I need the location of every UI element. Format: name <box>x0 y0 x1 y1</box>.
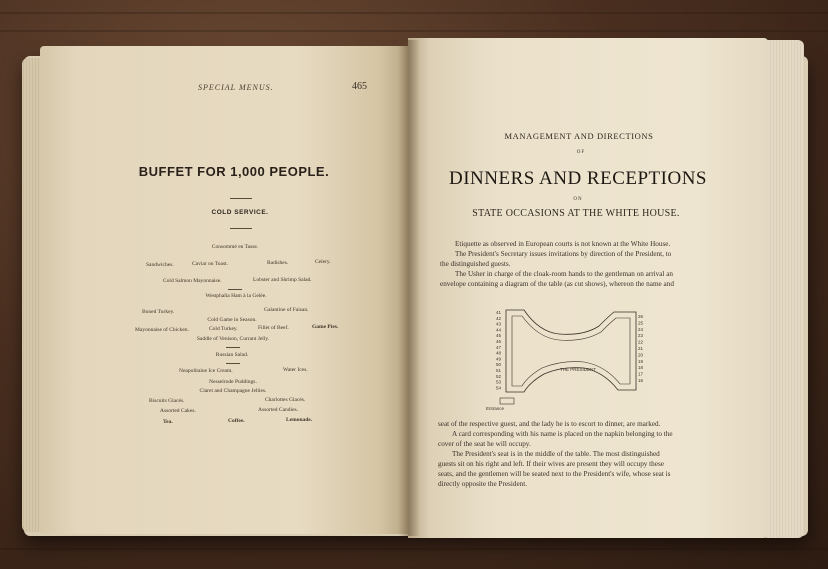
page-edges-right <box>766 40 804 538</box>
entrance-door <box>500 398 514 404</box>
seat-number: 25 <box>638 320 644 326</box>
seat-number: 44 <box>496 327 502 333</box>
menu-item: Water Ices. <box>283 367 308 373</box>
paragraph-line: the distinguished guests. <box>440 260 511 268</box>
seat-number: 16 <box>638 378 644 383</box>
menu-item: Claret and Champagne Jellies. <box>199 388 267 394</box>
paragraph-line: directly opposite the President. <box>438 480 528 488</box>
paragraph-line: seat of the respective guest, and the lady he is to escort to dinner, are marked. <box>438 420 661 428</box>
seat-number: 46 <box>496 339 502 344</box>
paragraph-line: The Usher in charge of the cloak-room hands to the gentleman on arrival an <box>455 270 674 278</box>
paragraph-line: A card corresponding with his name is placed on the napkin belonging to the <box>452 430 673 438</box>
president-label: THE PRESIDENT <box>560 367 597 372</box>
menu-item: Game Pies. <box>312 324 339 330</box>
seat-number: 43 <box>496 321 502 327</box>
menu-item: Nesselrode Puddings. <box>209 379 257 385</box>
menu-item: Cold Salmon Mayonnaise. <box>163 278 222 284</box>
divider <box>226 347 240 348</box>
heading-state-occasions: STATE OCCASIONS AT THE WHITE HOUSE. <box>472 208 680 219</box>
menu-item: Coffee. <box>228 418 245 424</box>
table-inner <box>512 316 630 386</box>
seat-number: 54 <box>496 385 502 391</box>
buffet-title: BUFFET FOR 1,000 PEOPLE. <box>138 164 330 179</box>
seat-number: 47 <box>496 344 502 350</box>
paragraph-line: The President's Secretary issues invitations by direction of the President, to <box>455 250 672 258</box>
paragraph-line: seats, and the gentlemen will be seated next to the President's wife, whose seat is <box>438 470 671 478</box>
paragraph-line: envelope containing a diagram of the table (as cut shows), whereon the name and <box>440 280 674 288</box>
divider <box>230 228 252 229</box>
menu-item: Boned Turkey. <box>142 309 175 315</box>
page-number: 465 <box>352 81 367 92</box>
menu-item: Sandwiches. <box>146 262 174 268</box>
seat-number: 45 <box>496 333 502 339</box>
left-page <box>40 46 408 534</box>
section-heading: COLD SERVICE. <box>211 209 269 216</box>
seat-number: 26 <box>638 314 644 319</box>
menu-item: Galantine of Faisan. <box>264 307 309 313</box>
seat-number: 24 <box>638 326 644 332</box>
menu-item: Radishes. <box>267 260 289 266</box>
heading-of: OF <box>576 150 586 155</box>
menu-item: Russian Salad. <box>215 352 249 358</box>
paragraph-line: guests sit on his right and left. If their wives are present they will occupy these <box>438 460 664 468</box>
divider <box>226 363 240 364</box>
seat-number: 51 <box>496 368 502 373</box>
seat-number: 52 <box>496 373 502 379</box>
menu-item: Lobster and Shrimp Salad. <box>253 277 312 283</box>
paragraph-line: cover of the seat he will occupy. <box>438 440 531 448</box>
seat-number: 20 <box>638 352 644 358</box>
seat-numbers-right <box>638 314 644 383</box>
heading-dinners: DINNERS AND RECEPTIONS <box>448 168 708 189</box>
divider <box>228 289 242 290</box>
seat-number: 19 <box>638 358 644 364</box>
menu-item: Assorted Cakes. <box>160 408 196 414</box>
wood-grain <box>0 548 828 550</box>
seat-number: 53 <box>496 379 502 385</box>
menu-item: Cold Turkey. <box>209 326 238 332</box>
table-seating-diagram <box>484 292 644 417</box>
seat-number: 18 <box>638 365 644 371</box>
menu-item: Celery. <box>315 259 331 265</box>
seat-number: 17 <box>638 371 644 377</box>
menu-item: Saddle of Venison, Currant Jelly. <box>196 336 270 342</box>
menu-item: Lemonade. <box>286 417 313 423</box>
running-head: SPECIAL MENUS. <box>198 83 274 92</box>
menu-item: Neapolitaine Ice Cream. <box>179 368 233 374</box>
heading-on: ON <box>573 197 583 202</box>
menu-item: Fillet of Beef. <box>258 325 289 331</box>
heading-management: MANAGEMENT AND DIRECTIONS <box>504 131 654 141</box>
menu-item: Biscuits Glacés. <box>149 398 185 404</box>
wood-grain <box>0 30 828 32</box>
menu-item: Caviar on Toast. <box>192 261 229 267</box>
menu-item: Charlottes Glacés. <box>265 397 306 403</box>
menu-item: Westphalia Ham à la Gelée. <box>205 293 267 299</box>
menu-item: Tea. <box>163 419 173 425</box>
menu-item: Consommé en Tasse. <box>211 244 259 250</box>
seat-number: 48 <box>496 350 502 356</box>
seat-numbers-left <box>496 310 502 390</box>
seat-number: 21 <box>638 346 644 351</box>
seat-number: 50 <box>496 362 502 368</box>
divider <box>230 198 252 199</box>
book-gutter <box>398 40 420 536</box>
seat-number: 49 <box>496 356 502 362</box>
paragraph-line: The President's seat is in the middle of the table. The most distinguished <box>452 450 660 458</box>
entrance-label: Entrance <box>486 406 505 411</box>
menu-item: Assorted Candies. <box>258 407 299 413</box>
seat-number: 23 <box>638 333 644 339</box>
seat-number: 41 <box>496 310 502 315</box>
menu-item: Mayonnaise of Chicken. <box>135 327 189 333</box>
wood-grain <box>0 12 828 14</box>
menu-item: Cold Game in Season. <box>207 317 257 323</box>
seat-number: 22 <box>638 339 644 345</box>
paragraph-line: Etiquette as observed in European courts is not known at the White House. <box>455 240 671 248</box>
seat-number: 42 <box>496 315 502 321</box>
